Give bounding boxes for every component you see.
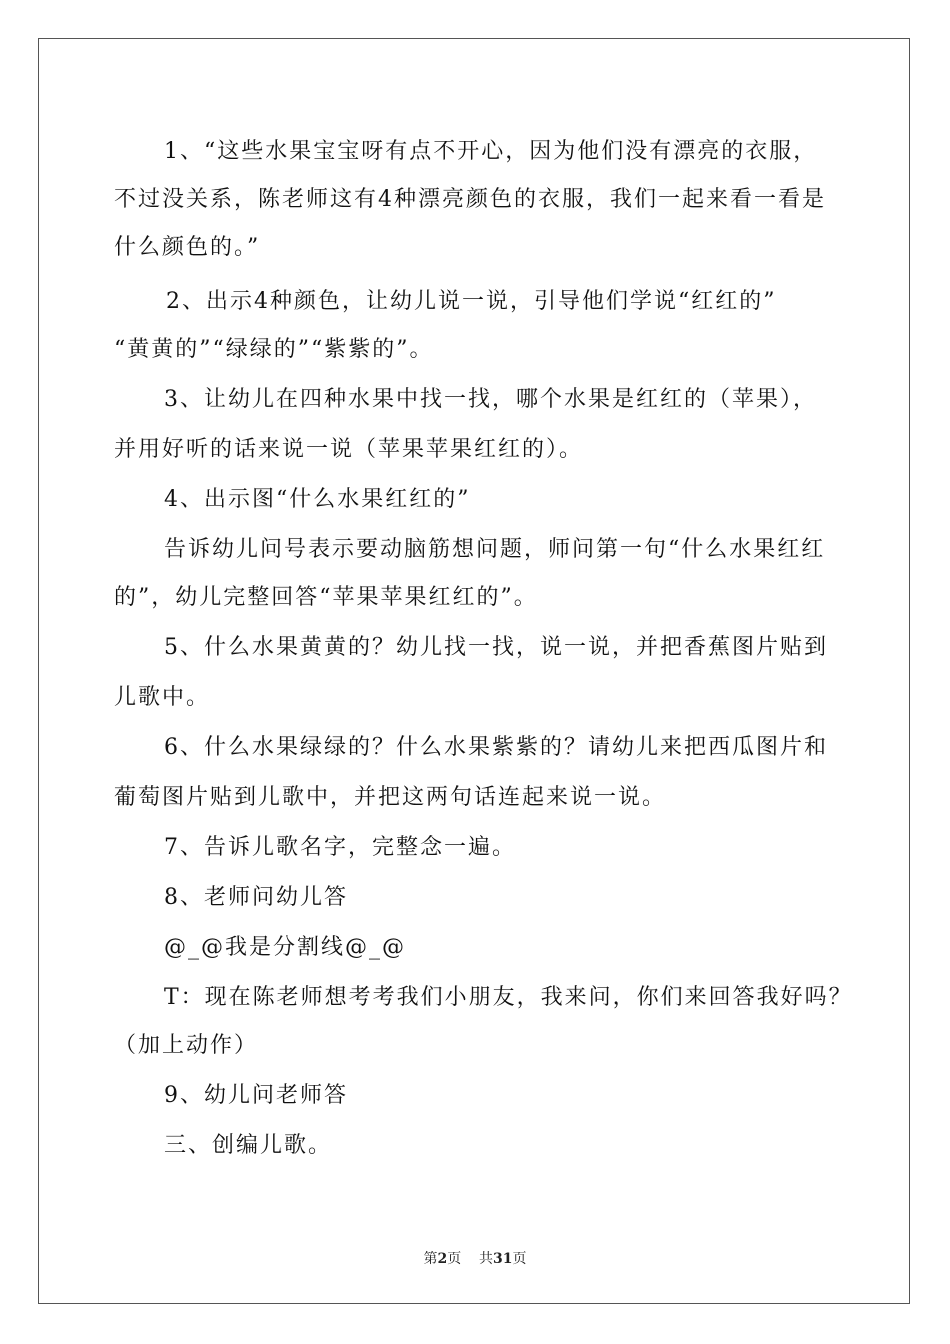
paragraph-line: “黄黄的”“绿绿的”“紫紫的”。 (114, 337, 434, 362)
total-suffix: 页 (512, 1251, 527, 1267)
paragraph-line: 并用好听的话来说一说（苹果苹果红红的）。 (114, 437, 584, 462)
paragraph-line: 3、让幼儿在四种水果中找一找，哪个水果是红红的（苹果）， (164, 387, 817, 412)
page-number: 2 (437, 1251, 448, 1267)
paragraph-line: 2、出示4种颜色，让幼儿说一说，引导他们学说“红红的” (166, 289, 777, 314)
paragraph-line: （加上动作） (114, 1033, 259, 1058)
paragraph-line: 什么颜色的。” (114, 235, 261, 260)
page-prefix: 第 (423, 1251, 438, 1267)
page-suffix: 页 (447, 1251, 462, 1267)
page-border (38, 38, 910, 1304)
page-footer (0, 1248, 950, 1268)
paragraph-line: 8、老师问幼儿答 (164, 885, 348, 910)
paragraph-line: 告诉幼儿问号表示要动脑筋想问题，师问第一句“什么水果红红 (164, 537, 826, 562)
total-pages: 31 (493, 1251, 513, 1267)
paragraph-line: 9、幼儿问老师答 (164, 1083, 348, 1108)
paragraph-line: 葡萄图片贴到儿歌中，并把这两句话连起来说一说。 (114, 785, 667, 810)
total-prefix: 共 (479, 1251, 494, 1267)
section-heading: 三、创编儿歌。 (164, 1133, 333, 1158)
paragraph-line: T：现在陈老师想考考我们小朋友，我来问，你们来回答我好吗？ (164, 985, 853, 1010)
paragraph-line: 儿歌中。 (114, 685, 211, 710)
paragraph-line: 不过没关系，陈老师这有4种漂亮颜色的衣服，我们一起来看一看是 (114, 187, 826, 212)
paragraph-line: 1、“这些水果宝宝呀有点不开心，因为他们没有漂亮的衣服， (164, 139, 818, 164)
separator-line: @_@我是分割线@_@ (164, 935, 407, 960)
paragraph-line: 5、什么水果黄黄的？幼儿找一找，说一说，并把香蕉图片贴到 (164, 635, 828, 660)
paragraph-line: 的”，幼儿完整回答“苹果苹果红红的”。 (114, 585, 538, 610)
paragraph-line: 4、出示图“什么水果红红的” (164, 487, 471, 512)
paragraph-line: 6、什么水果绿绿的？什么水果紫紫的？请幼儿来把西瓜图片和 (164, 735, 828, 760)
paragraph-line: 7、告诉儿歌名字，完整念一遍。 (164, 835, 516, 860)
